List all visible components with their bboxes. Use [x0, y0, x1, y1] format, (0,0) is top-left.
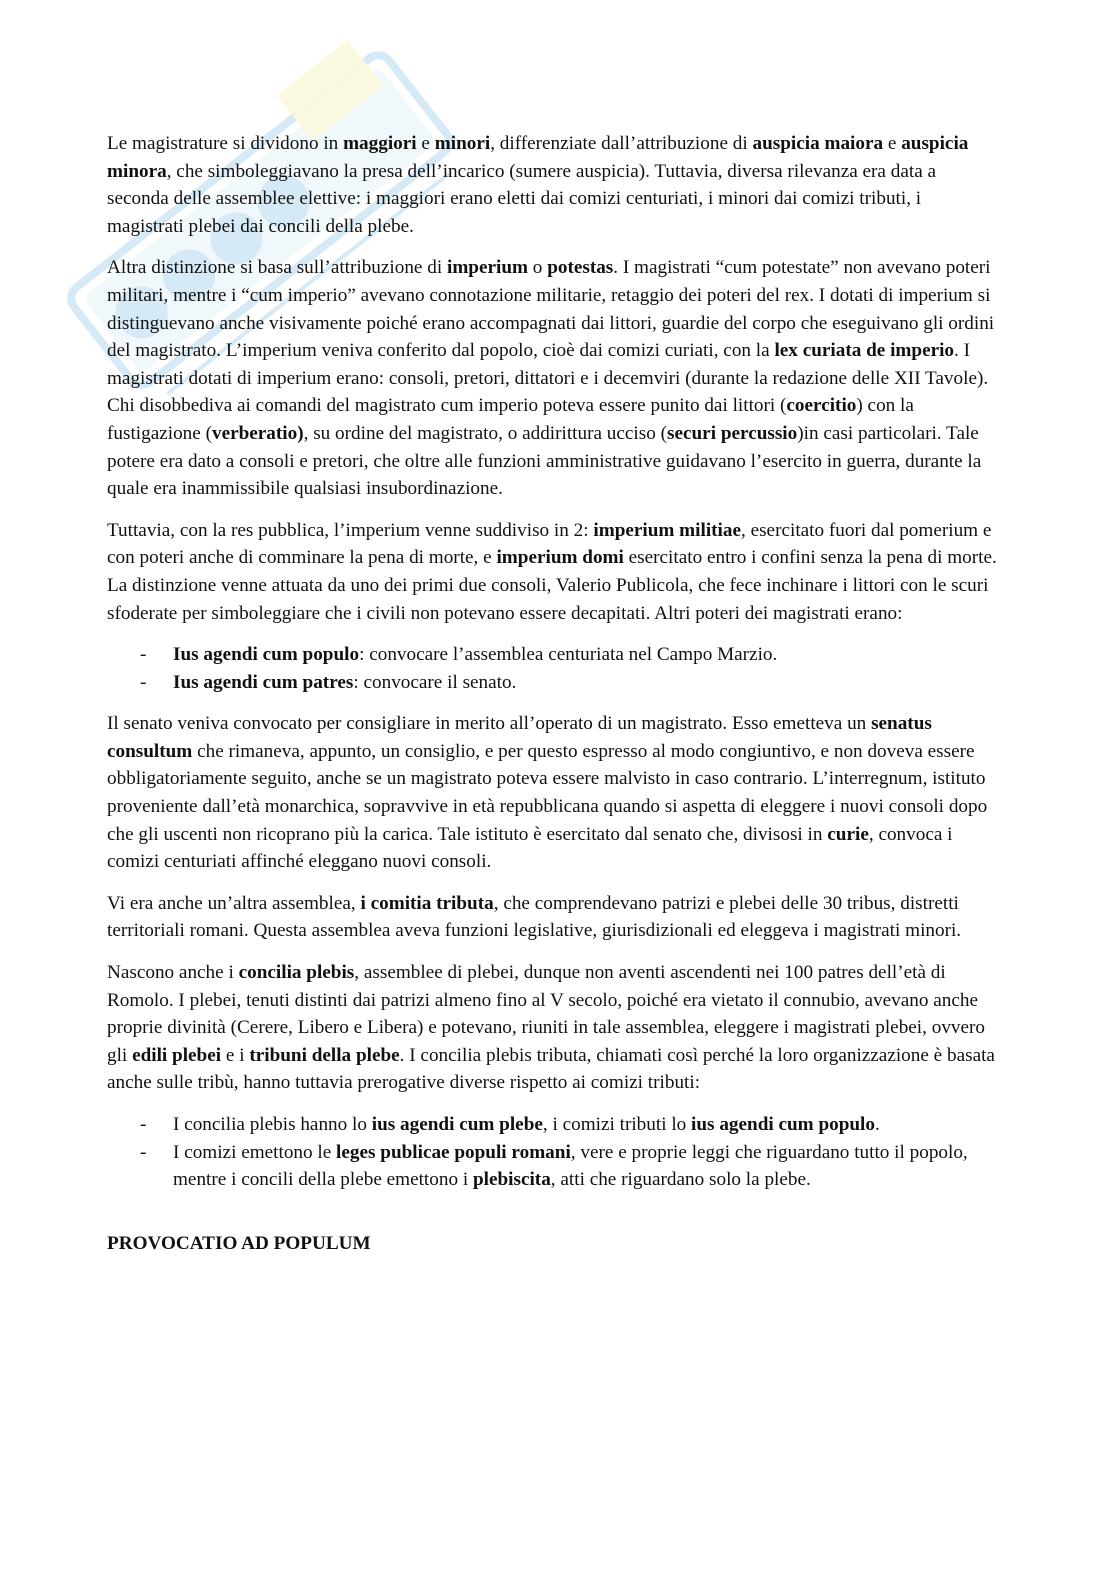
bold-term: imperium domi — [496, 547, 624, 569]
text-run: esercitato entro i confini senza la pena di morte. La distinzione venne attuata da uno dei primi due consoli, Valerio Publicola, che fece inchinare i littori con le scuri sfoderate per simboleggiare che i civili non potevano essere decapitati. Altri poteri dei magistrati erano: — [107, 547, 997, 624]
list-poteri-magistrati — [107, 641, 1002, 696]
text-run: Vi era anche un’altra assemblea, — [107, 892, 361, 914]
document-page — [107, 130, 1002, 1271]
list-item — [107, 1139, 1002, 1194]
text-run: Tuttavia, con la res pubblica, l’imperium venne suddiviso in 2: — [107, 519, 594, 541]
bold-term: coercitio — [786, 395, 857, 417]
paragraph-magistrature — [107, 130, 1002, 240]
bold-term: auspicia minora — [107, 133, 969, 182]
bold-term: verberatio) — [211, 422, 304, 444]
bold-term: lex curiata de imperio — [774, 340, 955, 362]
text-run: che rimaneva, appunto, un consiglio, e per questo espresso al modo congiuntivo, e non doveva essere obbligatoriamente seguito, anche se un magistrato poteva essere malvisto in caso contrario. L’interregnum, istituto proveniente dall’età monarchica, sopravvive in età repubblicana quando si aspetta di eleggere i nuovi consoli dopo che gli uscenti non ricoprano più la carica. Tale istituto è esercitato dal senato che, divisosi in — [107, 740, 988, 845]
text-run: , che simboleggiavano la presa dell’incarico (sumere auspicia). Tuttavia, diversa rilevanza era data a seconda delle assemblee elettive: i maggiori erano eletti dai comizi centuriati, i minori dai comizi tributi, i magistrati plebei dai concili della plebe. — [107, 160, 937, 237]
bold-term: Ius agendi cum populo — [173, 644, 360, 666]
list-prerogative — [107, 1111, 1002, 1194]
list-item — [107, 1111, 1002, 1139]
bold-term: ius agendi cum plebe — [371, 1114, 543, 1135]
bold-term: senatus consultum — [107, 713, 932, 762]
list-dash: - — [140, 644, 147, 666]
paragraph-imperium-potestas — [107, 254, 1002, 502]
text-run: I comizi emettono le — [173, 1141, 337, 1163]
text-run: e — [416, 133, 435, 154]
text-run: . I magistrati dotati di imperium erano: consoli, pretori, dittatori e i decemviri (durante la redazione delle XII Tavole). Chi disobbediva ai comandi del magistrato cum imperio poteva essere punito dai littori ( — [107, 340, 989, 417]
text-run: e — [883, 133, 902, 154]
paragraph-imperium-militiae-domi — [107, 517, 1002, 627]
text-run: . I concilia plebis tributa, chiamati così perché la loro organizzazione è basata anche sulle tribù, hanno tuttavia prerogative diverse rispetto ai comizi tributi: — [107, 1044, 995, 1094]
bold-term: potestas — [547, 257, 614, 279]
bold-term: concilia plebis — [238, 962, 355, 984]
text-run: , che comprendevano patrizi e plebei delle 30 tribus, distretti territoriali romani. Questa assemblea aveva funzioni legislative, giurisdizionali ed eleggeva i magistrati minori. — [107, 892, 962, 942]
bold-term: tribuni della plebe — [249, 1044, 400, 1066]
text-run: Il senato veniva convocato per consigliare in merito all’operato di un magistrato. Esso emetteva un — [107, 713, 872, 735]
bold-term: curie — [827, 823, 869, 845]
bold-term: Ius agendi cum patres — [173, 671, 354, 693]
text-run: . — [875, 1114, 880, 1135]
text-run: , convoca i comizi centuriati affinché eleggano nuovi consoli. — [107, 823, 953, 873]
text-run: , differenziate dall’attribuzione di — [490, 133, 753, 154]
list-dash: - — [140, 1141, 147, 1163]
text-run: Le magistrature si dividono in — [107, 133, 344, 154]
text-run: , i comizi tributi lo — [542, 1114, 692, 1135]
text-run: , esercitato fuori dal pomerium e con poteri anche di comminare la pena di morte, e — [107, 519, 992, 569]
bold-term: securi percussio — [667, 422, 798, 444]
bold-term: auspicia maiora — [752, 133, 884, 154]
text-run: ) con la fustigazione ( — [107, 395, 914, 444]
bold-term: minori — [434, 133, 491, 154]
list-dash: - — [140, 671, 147, 693]
text-run: )in casi particolari. Tale potere era dato a consoli e pretori, che oltre alle funzioni amministrative guidavano l’esercito in guerra, durante la quale era inammissibile qualsiasi insubordinazione. — [107, 422, 982, 500]
text-run: , su ordine del magistrato, o addirittura ucciso ( — [303, 422, 668, 444]
bold-term: imperium militiae — [593, 519, 741, 541]
text-run: Altra distinzione si basa sull’attribuzione di — [107, 257, 447, 279]
bold-term: ius agendi cum populo — [691, 1114, 875, 1135]
text-run: , assemblee di plebei, dunque non aventi ascendenti nei 100 patres dell’età di Romolo. I plebei, tenuti distinti dai patrizi almeno fino al V secolo, poiché era vietato il connubio, avevano anche proprie divinità (Cerere, Libero e Libera) e potevano, riuniti in tale assemblea, eleggere i magistrati plebei, ovvero gli — [107, 962, 986, 1066]
bold-term: i comitia tributa — [360, 892, 494, 914]
text-run: o — [528, 257, 548, 279]
text-run: : convocare il senato. — [353, 671, 517, 693]
paragraph-senato — [107, 710, 1002, 876]
bold-term: plebiscita — [472, 1169, 551, 1191]
paragraph-concilia-plebis — [107, 959, 1002, 1097]
text-run: : convocare l’assemblea centuriata nel Campo Marzio. — [359, 644, 778, 666]
paragraph-comitia-tributa — [107, 890, 1002, 945]
bold-term: maggiori — [343, 133, 417, 154]
section-heading: PROVOCATIO AD POPULUM — [107, 1232, 371, 1254]
list-item — [107, 669, 1002, 697]
bold-term: imperium — [446, 257, 528, 279]
text-run: e i — [221, 1044, 250, 1066]
text-run: . I magistrati “cum potestate” non avevano poteri militari, mentre i “cum imperio” avevano connotazione militarie, retaggio dei poteri del rex. I dotati di imperium si distinguevano anche visivamente poiché erano accompagnati dai littori, guardie del corpo che eseguivano gli ordini del magistrato. L’imperium veniva conferito dal popolo, cioè dai comizi curiati, con la — [107, 257, 995, 362]
list-dash: - — [140, 1114, 147, 1135]
text-run: Nascono anche i — [107, 962, 239, 984]
bold-term: edili plebei — [132, 1044, 222, 1066]
text-run: , atti che riguardano solo la plebe. — [550, 1169, 811, 1191]
bold-term: leges publicae populi romani — [336, 1141, 571, 1163]
text-run: , vere e proprie leggi che riguardano tutto il popolo, mentre i concili della plebe emettono i — [173, 1141, 968, 1191]
list-item — [107, 641, 1002, 669]
text-run: I concilia plebis hanno lo — [173, 1114, 372, 1135]
